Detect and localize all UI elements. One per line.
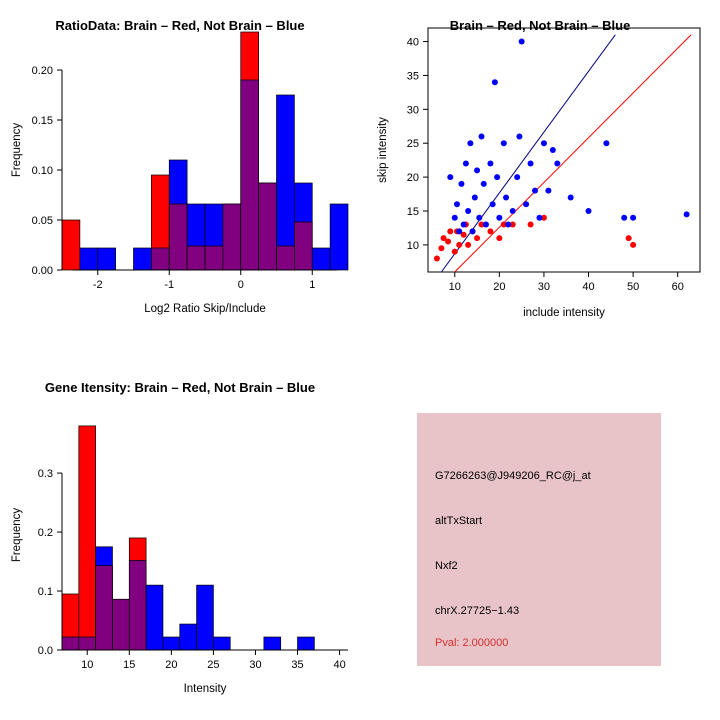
scatter-point: [474, 167, 480, 173]
scatter-point: [514, 174, 520, 180]
histogram-bar-overlap: [129, 560, 146, 650]
y-tick-label: 20: [406, 172, 419, 185]
scatter-point: [458, 181, 464, 187]
y-tick-label: 10: [406, 239, 419, 252]
scatter-point: [510, 208, 516, 214]
scatter-point: [463, 161, 469, 167]
y-tick-label: 0.10: [31, 165, 53, 177]
y-tick-label: 25: [406, 138, 419, 151]
scatter-point: [603, 140, 609, 146]
scatter-point: [496, 235, 502, 241]
histogram-bar-overlap: [79, 637, 96, 650]
histogram-bar-overlap: [187, 246, 205, 270]
scatter-point: [456, 228, 462, 234]
scatter-point: [496, 215, 502, 221]
scatter-point: [467, 140, 473, 146]
scatter-point: [465, 242, 471, 248]
scatter-point: [528, 161, 534, 167]
x-tick-label: 50: [626, 281, 640, 293]
intensity-hist-title: Gene Itensity: Brain – Red, Not Brain – Blue: [44, 380, 316, 395]
x-tick-label: 30: [537, 281, 551, 293]
x-tick-label: 1: [309, 279, 316, 291]
histogram-bar: [98, 248, 116, 270]
y-tick-label: 0.20: [31, 65, 53, 77]
histogram-bar-overlap: [96, 566, 113, 650]
histogram-bar: [264, 637, 281, 650]
scatter-point: [532, 188, 538, 194]
y-axis-title: skip intensity: [377, 117, 389, 183]
scatter-point: [630, 242, 636, 248]
scatter-point: [503, 194, 509, 200]
locus-text: chrX.27725−1.43: [435, 605, 520, 617]
x-tick-label: 20: [165, 659, 178, 671]
scatter-point: [481, 181, 487, 187]
scatter-point: [494, 174, 500, 180]
histogram-bar-overlap: [259, 183, 277, 270]
histogram-bar: [213, 637, 230, 650]
scatter-point: [434, 255, 440, 261]
histogram-bar-overlap: [223, 204, 241, 270]
histogram-bar: [163, 637, 180, 650]
scatter-point: [461, 222, 467, 228]
y-tick-label: 30: [406, 104, 419, 117]
scatter-point: [519, 39, 525, 45]
scatter-point: [550, 147, 556, 153]
y-tick-label: 0.3: [37, 468, 53, 481]
x-tick-label: 0: [237, 279, 244, 291]
histogram-bar: [180, 624, 197, 650]
scatter-point: [483, 222, 489, 228]
y-tick-label: 0.0: [37, 645, 53, 657]
histogram-bar-overlap: [112, 599, 129, 650]
scatter-point: [536, 215, 542, 221]
y-tick-label: 35: [406, 70, 419, 83]
x-tick-label: 40: [582, 281, 595, 293]
histogram-bar: [80, 248, 98, 270]
scatter-point: [476, 215, 482, 221]
histogram-bar-overlap: [62, 637, 79, 650]
y-tick-label: 15: [406, 206, 419, 218]
scatter-point: [454, 201, 460, 207]
scatter-point: [456, 242, 462, 248]
scatter-point: [626, 235, 632, 241]
scatter-point: [586, 208, 592, 214]
scatter-point: [492, 79, 498, 85]
x-tick-label: 30: [249, 659, 262, 671]
scatter-point: [487, 228, 493, 234]
gene-name-text: Nxf2: [435, 560, 458, 572]
scatter-point: [528, 222, 534, 228]
scatter-point: [684, 211, 690, 217]
scatter-point: [545, 188, 551, 194]
histogram-bar-overlap: [241, 80, 259, 270]
scatter-point: [447, 174, 453, 180]
scatter-point: [501, 140, 507, 146]
panel-intensity-histogram: [0, 370, 360, 720]
y-tick-label: 0.00: [31, 265, 53, 277]
scatter-point: [472, 194, 478, 200]
scatter-point: [470, 228, 476, 234]
x-tick-label: 35: [291, 659, 304, 671]
histogram-bar-overlap: [151, 248, 169, 270]
y-tick-label: 0.1: [37, 586, 53, 599]
ratio-hist-svg: [0, 0, 360, 330]
y-tick-label: 0.2: [37, 527, 53, 540]
histogram-bar-overlap: [277, 246, 295, 270]
ratio-hist-title: RatioData: Brain – Red, Not Brain – Blue: [55, 18, 305, 33]
y-tick-label: 0.05: [31, 215, 53, 227]
scatter-point: [621, 215, 627, 221]
intensity-hist-svg: [0, 392, 360, 720]
panel-ratio-histogram: [0, 0, 360, 360]
scatter-point: [568, 194, 574, 200]
scatter-point: [490, 201, 496, 207]
scatter-point: [523, 201, 529, 207]
reference-line-diagonal-red: [455, 35, 691, 272]
histogram-bar: [312, 248, 330, 270]
scatter-point: [516, 133, 522, 139]
scatter-point: [445, 239, 451, 245]
histogram-bar: [197, 585, 214, 650]
scatter-point: [474, 235, 480, 241]
histogram-bar-overlap: [205, 246, 223, 270]
x-tick-label: 10: [448, 281, 461, 293]
x-tick-label: 25: [207, 659, 220, 671]
scatter-point: [452, 215, 458, 221]
histogram-bar-overlap: [294, 222, 312, 270]
scatter-point: [541, 140, 547, 146]
histogram-bar: [62, 220, 80, 270]
histogram-bar: [146, 585, 163, 650]
scatter-point: [447, 228, 453, 234]
y-tick-label: 0.15: [31, 115, 53, 127]
scatter-point: [554, 161, 560, 167]
x-tick-label: -2: [92, 279, 103, 291]
histogram-bar-overlap: [169, 204, 187, 270]
histogram-bar: [298, 637, 315, 650]
histogram-bar: [330, 204, 348, 270]
histogram-bar: [79, 426, 96, 650]
x-tick-label: 10: [81, 659, 94, 671]
scatter-point: [630, 215, 636, 221]
x-tick-label: 20: [493, 281, 506, 293]
panel-scatter: [360, 0, 720, 360]
pval-text: Pval: 2.000000: [435, 637, 509, 649]
x-tick-label: 60: [671, 281, 684, 293]
scatter-title: Brain – Red, Not Brain – Blue: [449, 18, 631, 33]
info-box: [417, 413, 661, 666]
scatter-point: [487, 161, 493, 167]
x-tick-label: -1: [164, 279, 175, 291]
probe-id-text: G7266263@J949206_RC@j_at: [435, 470, 591, 482]
histogram-bar: [134, 248, 152, 270]
scatter-point: [505, 222, 511, 228]
x-axis-title: include intensity: [523, 307, 605, 319]
x-tick-label: 40: [333, 659, 346, 671]
x-tick-label: 15: [123, 659, 136, 671]
x-axis-title: Log2 Ratio Skip/Include: [144, 303, 266, 315]
scatter-point: [438, 245, 444, 251]
scatter-svg: [360, 0, 720, 330]
y-axis-title: Frequency: [11, 122, 23, 178]
histogram-bar: [277, 95, 295, 270]
reference-line-diagonal-blue: [441, 35, 615, 272]
y-axis-title: Frequency: [11, 507, 23, 563]
y-tick-label: 40: [406, 36, 419, 49]
scatter-point: [465, 208, 471, 214]
scatter-point: [452, 249, 458, 255]
event-type-text: altTxStart: [435, 515, 483, 527]
scatter-point: [479, 133, 485, 139]
x-axis-title: Intensity: [183, 683, 227, 695]
